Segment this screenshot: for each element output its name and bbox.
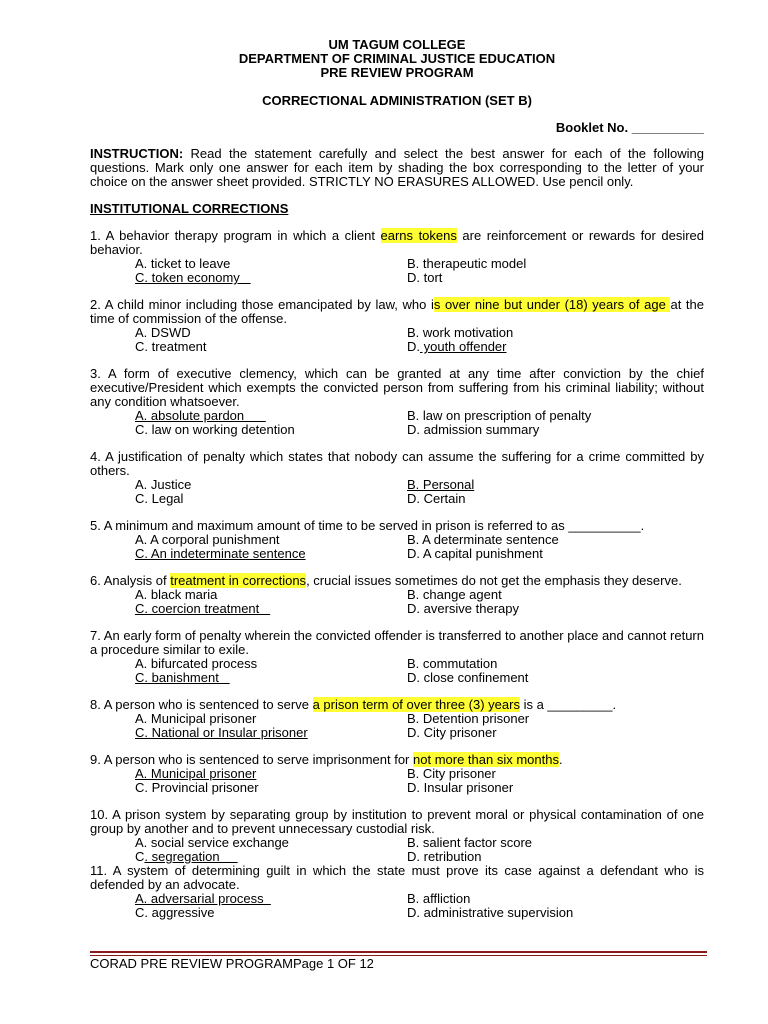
question-stem: 5. A minimum and maximum amount of time to be served in prison is referred to as __________. <box>90 518 645 533</box>
option-b: B. commutation <box>407 656 498 671</box>
option-c-answer: C. banishment <box>135 670 230 685</box>
option-a: A. Justice <box>135 477 192 492</box>
section-title: INSTITUTIONAL CORRECTIONS <box>90 201 289 216</box>
question-9 <box>90 753 704 795</box>
question-stem: 1. A behavior therapy program in which a client earns tokens are reinforcement or rewards for desired behavior. <box>90 228 705 257</box>
option-d: D. administrative supervision <box>407 905 574 920</box>
question-3 <box>90 367 704 437</box>
option-d: D. close confinement <box>407 670 529 685</box>
option-a: A. social service exchange <box>135 835 289 850</box>
question-10 <box>90 808 704 864</box>
option-b-answer: B. Personal <box>407 477 475 492</box>
option-a: A. A corporal punishment <box>135 532 280 547</box>
program-name: PRE REVIEW PROGRAM <box>320 65 474 80</box>
option-a-answer: A. Municipal prisoner <box>135 766 257 781</box>
option-d-answer: D. youth offender <box>407 339 507 354</box>
option-a: A. ticket to leave <box>135 256 231 271</box>
option-a: A. DSWD <box>135 325 191 340</box>
highlight: s over nine but under (18) years of age <box>433 297 671 312</box>
option-c-answer: C. coercion treatment <box>135 601 271 616</box>
option-a-answer: A. absolute pardon <box>135 408 266 423</box>
option-b: B. change agent <box>407 587 502 602</box>
footer-rule-thick <box>90 951 707 953</box>
question-4 <box>90 450 704 506</box>
option-d: D. Insular prisoner <box>407 780 514 795</box>
question-stem: 11. A system of determining guilt in which the state must prove its case against a defendant who is defended by an advocate. <box>90 863 704 892</box>
question-1 <box>90 229 704 285</box>
college-name: UM TAGUM COLLEGE <box>328 37 466 52</box>
option-c-answer: C. National or Insular prisoner <box>135 725 308 740</box>
highlight: not more than six months <box>413 752 559 767</box>
question-stem: 2. A child minor including those emancipated by law, who is over nine but under (18) years of age at the time of commission of the offense. <box>90 297 704 326</box>
option-d: D. admission summary <box>407 422 540 437</box>
instruction-label: INSTRUCTION: <box>90 146 184 161</box>
option-b: B. law on prescription of penalty <box>407 408 592 423</box>
option-b: B. therapeutic model <box>407 256 527 271</box>
page-footer: CORAD PRE REVIEW PROGRAMPage 1 OF 12 <box>90 956 374 971</box>
question-11 <box>90 864 704 920</box>
question-stem: 10. A prison system by separating group by institution to prevent moral or physical contamination of one group by another and to prevent unnecessary custodial risk. <box>90 807 704 836</box>
option-c: C. aggressive <box>135 905 215 920</box>
option-b: B. City prisoner <box>407 766 496 781</box>
option-c-answer: C. An indeterminate sentence <box>135 546 306 561</box>
option-a-answer: A. adversarial process <box>135 891 271 906</box>
option-b: B. A determinate sentence <box>407 532 559 547</box>
option-b: B. Detention prisoner <box>407 711 530 726</box>
option-b: B. salient factor score <box>407 835 532 850</box>
department-name: DEPARTMENT OF CRIMINAL JUSTICE EDUCATION <box>238 51 556 66</box>
option-c: C. law on working detention <box>135 422 295 437</box>
highlight: treatment in corrections <box>170 573 307 588</box>
question-stem: 9. A person who is sentenced to serve imprisonment for not more than six months. <box>90 752 563 767</box>
option-d: D. City prisoner <box>407 725 497 740</box>
question-2 <box>90 298 704 354</box>
option-d: D. retribution <box>407 849 482 864</box>
booklet-number: Booklet No. __________ <box>555 120 704 135</box>
question-stem: 6. Analysis of treatment in corrections, crucial issues sometimes do not get the emphasis they deserve. <box>90 573 682 588</box>
instruction-paragraph <box>90 147 704 189</box>
option-d: D. aversive therapy <box>407 601 519 616</box>
question-8 <box>90 698 704 740</box>
question-6 <box>90 574 704 616</box>
question-7 <box>90 629 704 685</box>
option-c-answer: C. segregation <box>135 849 238 864</box>
question-5 <box>90 519 704 561</box>
option-a: A. black maria <box>135 587 218 602</box>
highlight: a prison term of over three (3) years <box>312 697 520 712</box>
highlight: earns tokens <box>380 228 457 243</box>
exam-title: CORRECTIONAL ADMINISTRATION (SET B) <box>262 93 532 108</box>
question-stem: 8. A person who is sentenced to serve a prison term of over three (3) years is a _________. <box>90 697 617 712</box>
option-d: D. Certain <box>407 491 466 506</box>
instruction-text: Read the statement carefully and select the best answer for each of the following questions. Mark only one answer for each item by shading the box corresponding to the letter of your choice on the answer sheet provided. STRICTLY NO ERASURES ALLOWED. Use pencil only. <box>90 146 704 189</box>
option-b: B. affliction <box>407 891 471 906</box>
option-c: C. treatment <box>135 339 207 354</box>
option-c-answer: C. token economy <box>135 270 251 285</box>
option-d: D. A capital punishment <box>407 546 543 561</box>
document-page <box>90 38 704 920</box>
option-a: A. Municipal prisoner <box>135 711 257 726</box>
option-d: D. tort <box>407 270 443 285</box>
option-a: A. bifurcated process <box>135 656 258 671</box>
option-c: C. Legal <box>135 491 184 506</box>
option-b: B. work motivation <box>407 325 514 340</box>
question-stem: 7. An early form of penalty wherein the convicted offender is transferred to another place and cannot return a procedure similar to exile. <box>90 628 704 657</box>
question-stem: 4. A justification of penalty which states that nobody can assume the suffering for a crime committed by others. <box>90 449 704 478</box>
question-stem: 3. A form of executive clemency, which can be granted at any time after conviction by the chief executive/President which exempts the convicted person from suffering from his criminal liability; without any condition whatsoever. <box>90 366 704 409</box>
option-c: C. Provincial prisoner <box>135 780 259 795</box>
